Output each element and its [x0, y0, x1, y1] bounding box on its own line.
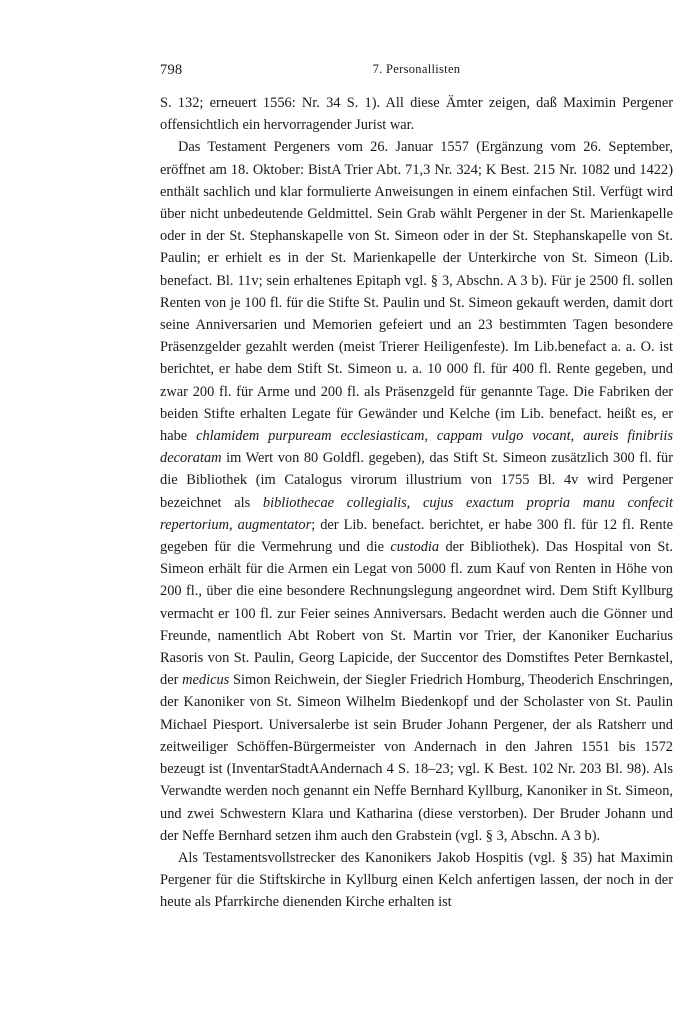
paragraph: [160, 847, 673, 914]
page-number: 798: [160, 62, 183, 78]
paragraph: [160, 136, 673, 847]
text-run: ; der Lib. benefact. berichtet, er habe 300 fl. für 12 fl. Rente gegeben für die Vermehrung und die: [160, 516, 673, 556]
text-run: Als Testamentsvollstrecker des Kanonikers Jakob Hospitis (vgl. § 35) hat Maximin Pergener für die Stiftskirche in Kyllburg einen Kelch anfertigen lassen, der noch in der heute als Pfarrkirche dienenden Kirche erhalten ist: [160, 849, 673, 911]
italic-phrase: custodia: [390, 539, 440, 556]
running-head: 7. Personallisten: [372, 62, 461, 76]
body-text: [160, 92, 673, 914]
italic-phrase: medicus: [182, 672, 230, 689]
italic-phrase: chlamidem purpuream ecclesiasticam, cappam vulgo vocant, aureis finibriis decoratam: [160, 428, 673, 467]
text-run: Simon Reichwein, der Siegler Friedrich Homburg, Theoderich Enschringen, der Kanoniker von St. Simeon Wilhelm Biedenkopf und der Scholaster von St. Paulin Michael Piesport. Universalerbe ist sein Bruder Johann Pergener, der als Ratsherr und zeitweiliger Schöffen-Bürgermeister von Andernach in den Jahren 1551 bis 1572 bezeugt ist (InventarStadtAAndernach 4 S. 18–23; vgl. K Best. 102 Nr. 203 Bl. 98). Als Verwandte werden noch genannt ein Neffe Bernhard Kyllburg, Kanoniker in St. Simeon, und zwei Schwestern Klara und Katharina (diese verstorben). Der Bruder Johann und der Neffe Bernhard setzen ihm auch den Grabstein (vgl. § 3, Abschn. A 3 b).: [160, 672, 673, 844]
text-run: Das Testament Pergeners vom 26. Januar 1557 (Ergänzung vom 26. September, eröffnet am 18. Oktober: BistA Trier Abt. 71,3 Nr. 324; K Best. 215 Nr. 1082 und 1422) enthält sachlich und klar formulierte Anweisungen in einem einfachen Stil. Verfügt wird über nicht unbedeutende Geldmittel. Sein Grab wählt Pergener in der St. Marienkapelle oder in der St. Stephanskapelle von St. Simeon oder in der St. Stephanskapelle von St. Paulin; er erhielt es in der St. Marienkapelle der Unterkirche von St. Simeon (Lib. benefact. Bl. 11v; sein erhaltenes Epitaph vgl. § 3, Abschn. A 3 b). Für je 2500 fl. sollen Renten von je 100 fl. für die Stifte St. Paulin und St. Simeon gekauft werden, damit dort seine Anniversarien und Memorien gefeiert und an 23 bestimmten Tagen besondere Präsenzgelder gezahlt werden (meist Trierer Heiligenfeste). Im Lib.benefact a. a. O. ist berichtet, er habe dem Stift St. Simeon u. a. 10 000 fl. für 400 fl. Rente gegeben, und zwar 200 fl. für Arme und 200 fl. als Präsenzgeld für genannte Tage. Die Fabriken der beiden Stifte erhalten Legate für Gewänder und Kelche (im Lib. benefact. heißt es, er habe: [160, 139, 673, 445]
italic-phrase: bibliothecae collegialis, cujus exactum propria manu confecit repertorium, augmentator: [160, 494, 673, 533]
text-run: S. 132; erneuert 1556: Nr. 34 S. 1). All diese Ämter zeigen, daß Maximin Pergener offensichtlich ein hervorragender Jurist war.: [160, 95, 673, 134]
text-run: der Bibliothek). Das Hospital von St. Simeon erhält für die Armen ein Legat von 5000 fl. zum Kauf von Renten in Höhe von 200 fl., über die eine besondere Rechnungslegung angeordnet wird. Dem Stift Kyllburg vermacht er 100 fl. zur Feier seines Anniversars. Bedacht werden auch die Gönner und Freunde, namentlich Abt Robert von St. Martin vor Trier, der Kanoniker Eucharius Rasoris von St. Paulin, Georg Lapicide, der Succentor des Domstiftes Peter Bernkastel, der: [160, 539, 673, 689]
paragraph: [160, 92, 673, 136]
text-run: im Wert von 80 Goldfl. gegeben), das Stift St. Simeon zusätzlich 300 fl. für die Bibliothek (im Catalogus virorum illustrium von 1755 Bl. 4v wird Pergener bezeichnet als: [160, 450, 673, 511]
